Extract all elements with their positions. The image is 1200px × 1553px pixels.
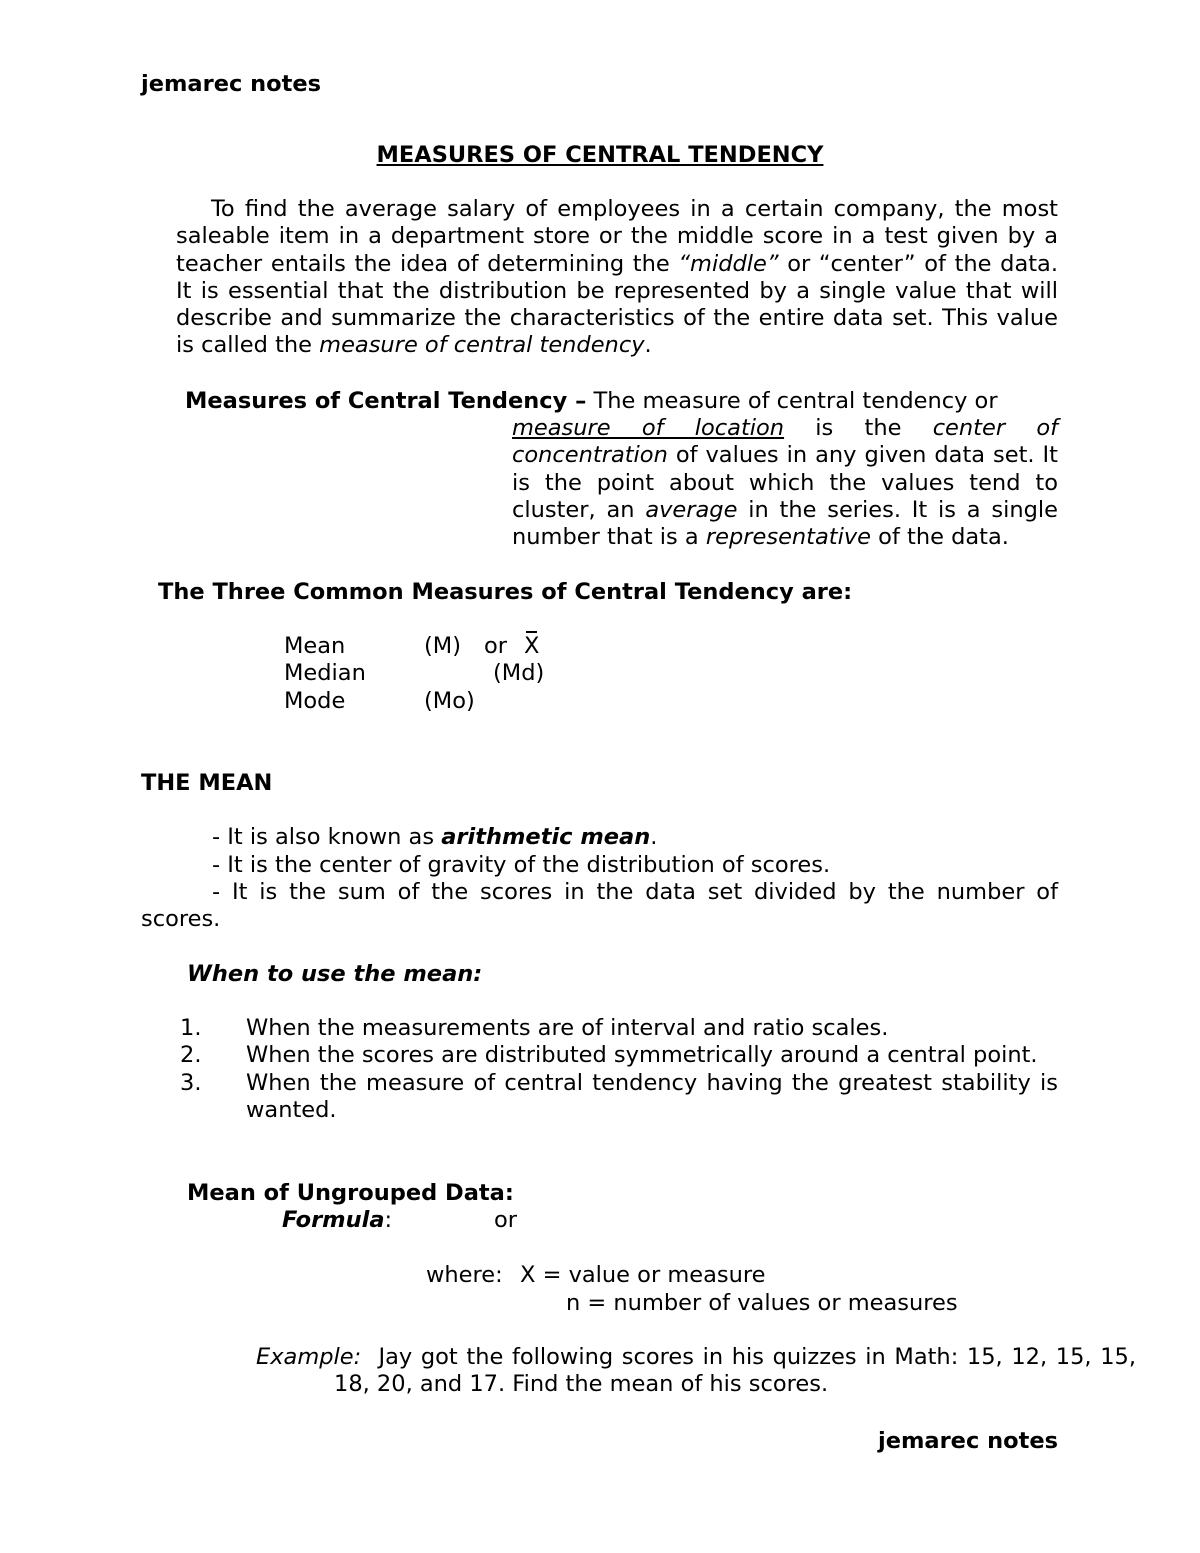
definition-term: Measures of Central Tendency – bbox=[185, 388, 587, 414]
page-title bbox=[0, 142, 1200, 169]
formula-label bbox=[282, 1207, 392, 1234]
definition-text-5: of the data. bbox=[871, 524, 1009, 551]
median-symbol: (Md) bbox=[493, 660, 545, 686]
when-item-1 bbox=[180, 1015, 1058, 1042]
when-item-2-text: When the scores are distributed symmetrically around a central point. bbox=[246, 1042, 1038, 1069]
where-x-definition: X = value or measure bbox=[520, 1262, 766, 1288]
definition-average: average bbox=[645, 496, 738, 523]
when-item-1-text: When the measurements are of interval and ratio scales. bbox=[246, 1015, 889, 1041]
arithmetic-mean-term: arithmetic mean bbox=[441, 824, 651, 850]
definition-text-4: in the series. It is a single number that is a bbox=[512, 496, 1058, 551]
mean-xbar bbox=[524, 633, 539, 660]
intro-middle: “middle” bbox=[678, 250, 779, 277]
where-n-definition: n = number of values or measures bbox=[566, 1290, 958, 1316]
page-footer: jemarec notes bbox=[877, 1428, 1058, 1454]
formula-colon: : bbox=[384, 1207, 393, 1233]
intro-text-2: or “center” of the data. It is essential that the distribution be represented by a single value that will describe and summarize the characteristics of the entire data set. This value is called the bbox=[176, 250, 1058, 359]
ungrouped-heading: Mean of Ungrouped Data: bbox=[187, 1180, 514, 1206]
definition-center: center of concentration bbox=[512, 415, 1059, 469]
where-label: where: bbox=[426, 1262, 503, 1288]
page-header: jemarec notes bbox=[141, 71, 322, 97]
three-measures-heading: The Three Common Measures of Central Tendency are: bbox=[158, 579, 853, 605]
mean-name: Mean bbox=[284, 633, 346, 659]
definition-text-2: is the bbox=[784, 415, 933, 441]
mode-name: Mode bbox=[284, 688, 346, 714]
example-text: Jay got the following scores in his quizzes in Math: 15, 12, 15, 15, 18, 20, and 17. Find the mean of his scores. bbox=[334, 1344, 1136, 1398]
mean-bullet-1 bbox=[212, 824, 657, 851]
when-item-2 bbox=[180, 1042, 1058, 1069]
formula-label-text: Formula bbox=[282, 1207, 385, 1233]
xbar-symbol: X bbox=[524, 633, 540, 659]
example-paragraph bbox=[256, 1344, 1136, 1399]
definition-representative: representative bbox=[705, 524, 872, 551]
title-text: MEASURES OF CENTRAL TENDENCY bbox=[376, 142, 824, 168]
definition-first-line bbox=[185, 388, 1058, 415]
mean-bullet-3: - It is the sum of the scores in the data set divided by the number of scores. bbox=[141, 879, 1058, 933]
definition-text-3: of values in any given data set. It is the point about which the values tend to cluster, an bbox=[512, 442, 1058, 523]
mean-bullet-1-text: - It is also known as bbox=[212, 824, 442, 850]
when-item-3-num: 3. bbox=[180, 1069, 202, 1096]
mean-bullet-1-end: . bbox=[650, 824, 658, 850]
mean-section-heading: THE MEAN bbox=[141, 770, 273, 796]
intro-text-1: To find the average salary of employees in a certain company, the most saleable item in a department store or the middle score in a test given by a teacher entails the idea of determining the bbox=[176, 196, 1058, 277]
mean-bullet-2: - It is the center of gravity of the distribution of scores. bbox=[212, 852, 831, 878]
median-name: Median bbox=[284, 660, 366, 686]
mean-or: or bbox=[484, 633, 508, 659]
definition-body bbox=[512, 415, 1058, 551]
mode-symbol: (Mo) bbox=[424, 688, 475, 714]
when-list bbox=[180, 1015, 1058, 1124]
intro-end: . bbox=[644, 332, 652, 359]
definition-location: measure of location bbox=[512, 415, 785, 441]
formula-or: or bbox=[494, 1207, 518, 1233]
example-label: Example: bbox=[256, 1344, 362, 1370]
when-to-use-heading: When to use the mean: bbox=[187, 961, 483, 987]
intro-paragraph bbox=[176, 196, 1058, 360]
definition-text-1: The measure of central tendency or bbox=[586, 388, 998, 414]
when-item-1-num: 1. bbox=[180, 1015, 202, 1041]
intro-emphasis: measure of central tendency bbox=[319, 332, 645, 359]
when-item-3-text: When the measure of central tendency having the greatest stability is wanted. bbox=[246, 1069, 1058, 1123]
when-item-3 bbox=[180, 1070, 1058, 1125]
mean-symbol: (M) bbox=[424, 633, 461, 659]
when-item-2-num: 2. bbox=[180, 1042, 202, 1069]
